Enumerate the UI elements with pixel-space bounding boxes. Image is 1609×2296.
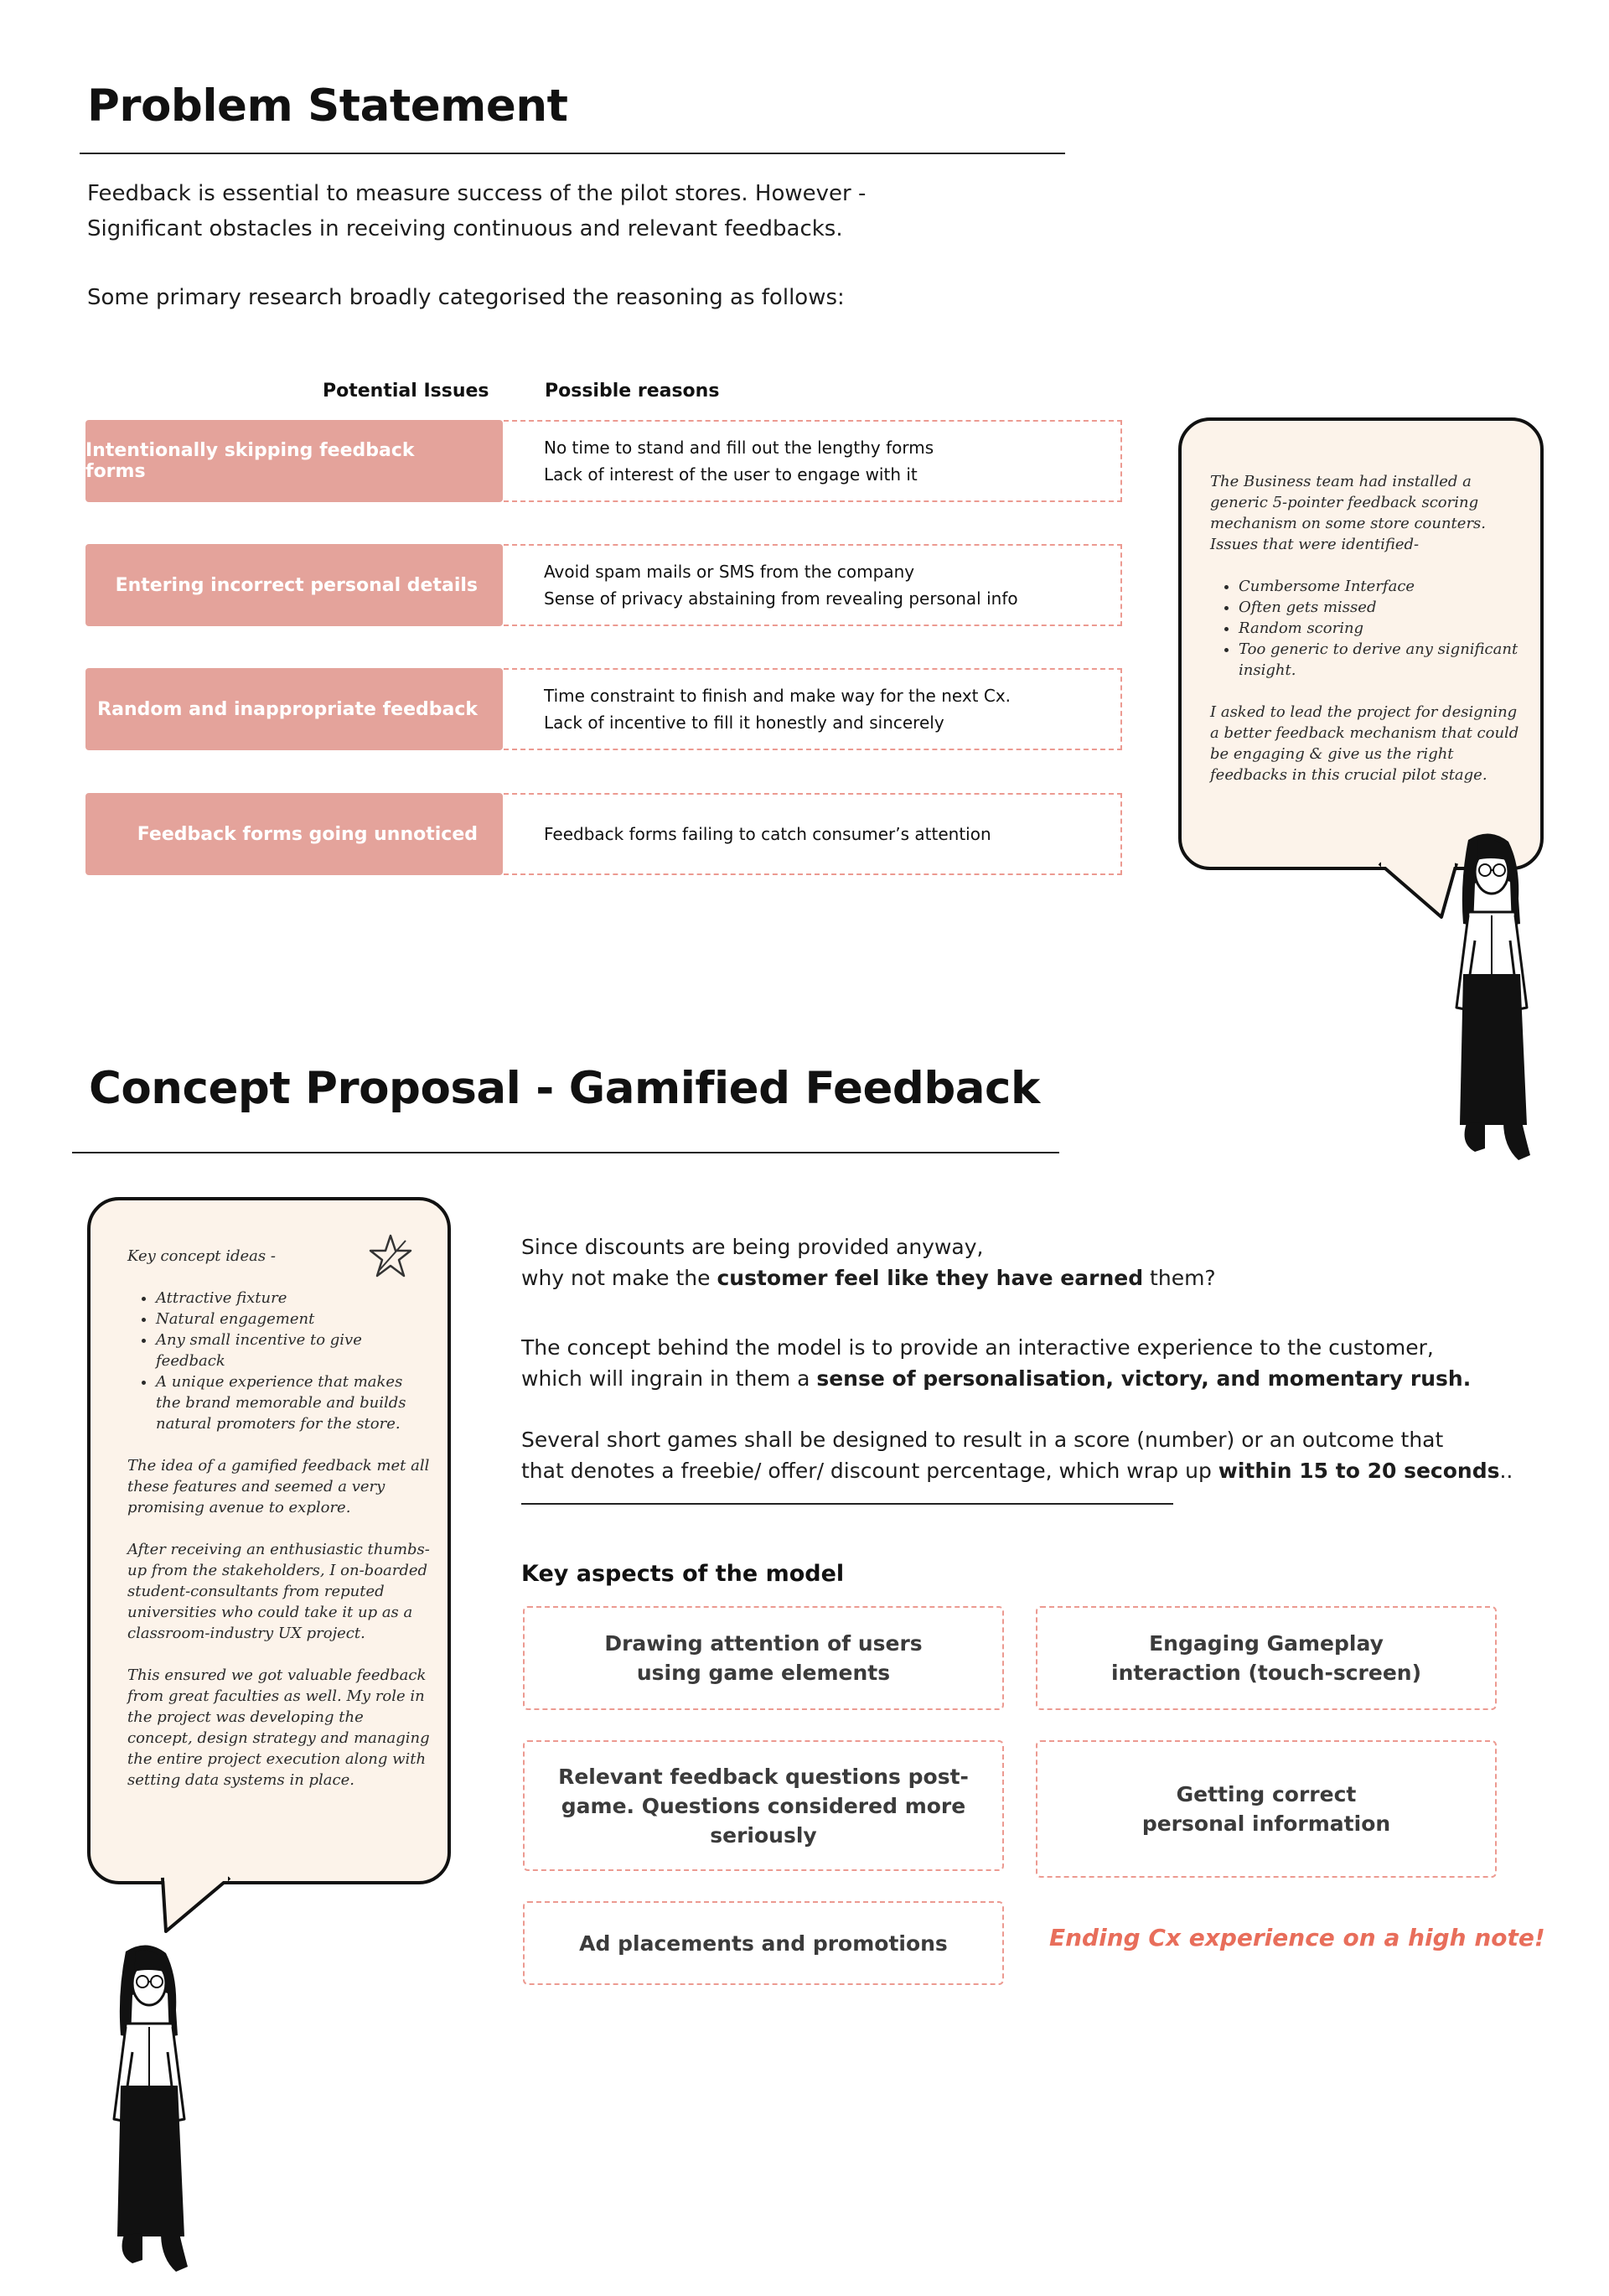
text-span: why not make the	[521, 1266, 717, 1290]
aspect-label: Getting correct personal information	[1141, 1782, 1391, 1836]
note-bullet: • Random scoring	[1239, 618, 1520, 639]
aspect-label: Relevant feedback questions post-game. Questions considered more seriously	[558, 1764, 969, 1848]
note-bullet: • A unique experience that makes the brand memorable and builds natural promoters for the store.	[156, 1371, 431, 1434]
note-text	[1210, 471, 1520, 785]
speech-bubble-note	[1178, 417, 1544, 870]
note-paragraph: After receiving an enthusiastic thumbs-up from the stakeholders, I on-boarded student-consultants from reputed universities who could take it up as a classroom-industry UX project.	[127, 1541, 430, 1642]
aspect-card	[523, 1606, 1004, 1710]
aspect-label: Engaging Gameplay interaction (touch-screen)	[1111, 1631, 1421, 1685]
reason-cell	[504, 668, 1122, 750]
concept-title: Concept Proposal - Gamified Feedback	[89, 1063, 1040, 1114]
aspect-label: Ad placements and promotions	[579, 1931, 948, 1956]
issue-cell: Entering incorrect personal details	[85, 544, 503, 626]
reason-line: Sense of privacy abstaining from revealing personal info	[544, 588, 1018, 609]
text-line: Several short games shall be designed to result in a score (number) or an outcome that	[521, 1428, 1444, 1452]
aspect-card	[523, 1740, 1004, 1871]
column-header-issues: Potential Issues	[323, 381, 489, 402]
text-span: that denotes a freebie/ offer/ discount percentage, which wrap up	[521, 1459, 1218, 1483]
aspect-card	[1036, 1606, 1497, 1710]
note-bullet: • Often gets missed	[1239, 597, 1520, 618]
text-line: Since discounts are being provided anyway,	[521, 1235, 984, 1259]
note-bullet: • Too generic to derive any significant insight.	[1239, 639, 1520, 681]
column-header-reasons: Possible reasons	[545, 381, 720, 402]
note-paragraph: The Business team had installed a generic 5-pointer feedback scoring mechanism on some store counters. Issues that were identified-	[1210, 473, 1487, 553]
section-divider	[521, 1503, 1173, 1505]
note-paragraph: This ensured we got valuable feedback from great faculties as well. My role in the project was developing the concept, design strategy and managing the entire project execution along with setting data systems in place.	[127, 1666, 430, 1789]
text-span: ..	[1499, 1459, 1513, 1483]
issue-cell: Random and inappropriate feedback	[85, 668, 503, 750]
note-bullet: • Attractive fixture	[156, 1288, 431, 1309]
aspect-label: Drawing attention of users using game elements	[604, 1631, 923, 1685]
person-illustration	[92, 1943, 201, 2278]
aspects-title: Key aspects of the model	[521, 1561, 845, 1587]
text-line: The concept behind the model is to provide an interactive experience to the customer,	[521, 1335, 1434, 1360]
reason-line: Avoid spam mails or SMS from the company	[544, 562, 915, 582]
reason-line: Lack of interest of the user to engage with it	[544, 464, 918, 485]
concept-paragraph-2	[521, 1332, 1471, 1394]
note-bullet: • Natural engagement	[156, 1309, 431, 1329]
text-emphasis: sense of personalisation, victory, and momentary rush.	[816, 1366, 1472, 1391]
text-line	[521, 1363, 1471, 1394]
reason-line: Time constraint to finish and make way for the next Cx.	[544, 686, 1011, 706]
note-bullet: • Cumbersome Interface	[1239, 576, 1520, 597]
aspect-card	[1036, 1740, 1497, 1878]
person-illustration	[1435, 832, 1544, 1167]
problem-title: Problem Statement	[87, 80, 568, 132]
title-divider	[72, 1152, 1059, 1153]
text-emphasis: within 15 to 20 seconds	[1218, 1459, 1500, 1483]
reason-line: No time to stand and fill out the lengthy forms	[544, 438, 934, 458]
aspect-card	[523, 1901, 1004, 1985]
reason-cell	[504, 544, 1122, 626]
highlight-tagline: Ending Cx experience on a high note!	[1049, 1924, 1545, 1951]
text-emphasis: customer feel like they have earned	[717, 1266, 1144, 1290]
reason-line: Feedback forms failing to catch consumer’s attention	[544, 824, 991, 844]
note-heading: Key concept ideas -	[127, 1247, 276, 1265]
note-bullets	[127, 1288, 431, 1434]
note-bullet: • Any small incentive to give feedback	[156, 1329, 431, 1371]
text-span: them?	[1143, 1266, 1216, 1290]
problem-intro	[87, 176, 866, 315]
concept-paragraph-3	[521, 1424, 1513, 1486]
intro-line: Feedback is essential to measure success of the pilot stores. However -	[87, 181, 867, 206]
text-span: which will ingrain in them a	[521, 1366, 817, 1391]
note-paragraph: The idea of a gamified feedback met all these features and seemed a very promising avenue to explore.	[127, 1457, 430, 1516]
text-line	[521, 1262, 1216, 1293]
issue-cell: Intentionally skipping feedback forms	[85, 420, 503, 502]
issue-cell: Feedback forms going unnoticed	[85, 793, 503, 875]
note-bullets	[1210, 576, 1520, 681]
note-paragraph: I asked to lead the project for designing a better feedback mechanism that could be engaging & give us the right feedbacks in this crucial pilot stage.	[1210, 703, 1519, 784]
reason-line: Lack of incentive to fill it honestly and sincerely	[544, 713, 944, 733]
bubble-tail	[153, 1874, 245, 1941]
intro-line: Significant obstacles in receiving continuous and relevant feedbacks.	[87, 216, 843, 241]
reason-cell	[504, 793, 1122, 875]
reason-cell	[504, 420, 1122, 502]
concept-note-text	[127, 1246, 431, 1791]
concept-paragraph-1	[521, 1231, 1216, 1293]
speech-bubble-concept-note	[87, 1197, 451, 1884]
star-doodle-icon	[367, 1232, 414, 1279]
text-line	[521, 1455, 1513, 1486]
intro-line: Some primary research broadly categorised the reasoning as follows:	[87, 285, 845, 310]
title-divider	[80, 153, 1065, 154]
